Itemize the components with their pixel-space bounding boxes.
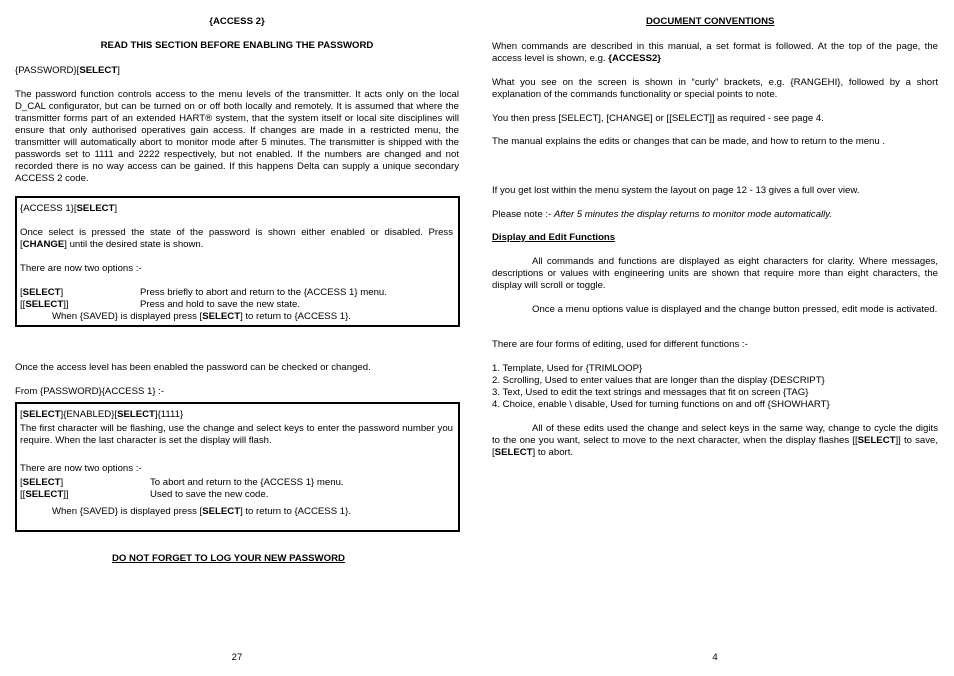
- path-key: SELECT: [79, 65, 118, 76]
- conventions-p2: What you see on the screen is shown in “curly” brackets, e.g. {RANGEHI}, followed by a short explanation of the commands functionality or special points to note.: [492, 77, 938, 100]
- right-page: [492, 0, 938, 676]
- edit-forms-list: [492, 363, 830, 411]
- enabled-note: Once the access level has been enabled the password can be checked or changed.: [15, 362, 371, 373]
- warning-heading: READ THIS SECTION BEFORE ENABLING THE PASSWORD: [100, 40, 374, 51]
- p10-b: ]] to save, [: [492, 435, 939, 458]
- p10-k1: SELECT: [857, 435, 896, 446]
- access1-box: [15, 196, 460, 327]
- box2-text: The first character will be flashing, use the change and select keys to enter the password number you require. When the last character is set the display will flash.: [20, 423, 453, 446]
- box1-text-b: ] until the desired state is shown.: [64, 239, 204, 250]
- opt-post: ]]: [63, 489, 69, 500]
- edit-form-item: 2. Scrolling, Used to enter values that are longer than the display {DESCRIPT}: [492, 375, 825, 386]
- box1-text-a: Once select is pressed the state of the password is shown either enabled or disabled. Press [: [20, 227, 453, 250]
- conventions-title: DOCUMENT CONVENTIONS: [646, 16, 775, 27]
- box1-header-key: SELECT: [76, 203, 115, 214]
- conventions-p9: There are four forms of editing, used for different functions :-: [492, 339, 748, 350]
- saved-b: ] to return to {ACCESS 1}.: [240, 311, 351, 322]
- opt-pre: [: [20, 287, 23, 298]
- p6-italic: After 5 minutes the display returns to monitor mode automatically.: [553, 209, 833, 220]
- conventions-p4: The manual explains the edits or changes that can be made, and how to return to the menu .: [492, 136, 886, 147]
- saved-a: When {SAVED} is displayed press [: [52, 506, 203, 517]
- box1-option-select: [20, 287, 387, 299]
- box2-options-intro: There are now two options :-: [20, 463, 142, 474]
- hdr-k2: SELECT: [117, 409, 155, 420]
- from-line: From {PASSWORD}{ACCESS 1} :-: [15, 386, 165, 397]
- box1-header: [20, 203, 117, 215]
- box1-option-hold: [20, 299, 300, 311]
- box2-option-select: [20, 477, 344, 489]
- hdr-p1: [: [20, 409, 23, 420]
- opt-pre: [[: [20, 299, 26, 310]
- access-title: {ACCESS 2}: [209, 16, 265, 27]
- edit-form-item: 1. Template, Used for {TRIMLOOP}: [492, 363, 643, 374]
- opt-pre: [: [20, 477, 23, 488]
- hdr-p2: ]{ENABLED}[: [60, 409, 118, 420]
- p10-c: ] to abort.: [532, 447, 574, 458]
- conventions-p8: Once a menu options value is displayed and the change button pressed, edit mode is activated.: [532, 304, 938, 315]
- saved-b: ] to return to {ACCESS 1}.: [240, 506, 351, 517]
- opt-pre: [[: [20, 489, 26, 500]
- box2-header: [20, 409, 183, 421]
- box1-header-suffix: ]: [114, 203, 118, 214]
- display-edit-subtitle: Display and Edit Functions: [492, 232, 616, 243]
- box1-text: [20, 227, 453, 251]
- edit-form-item: 3. Text, Used to edit the text strings and messages that fit on screen {TAG}: [492, 387, 809, 398]
- saved-key: SELECT: [202, 506, 241, 517]
- box1-option-hold-desc: Press and hold to save the new state.: [140, 299, 300, 310]
- page-number-right: 4: [712, 652, 718, 663]
- opt-post: ]]: [63, 299, 69, 310]
- conventions-p7: All commands and functions are displayed as eight characters for clarity. Where messages, descriptions or values with engineering units are shown that require more than eight characters, the display will scroll or toggle.: [492, 256, 938, 291]
- left-page: [15, 0, 459, 676]
- p6-prefix: Please note :-: [492, 209, 554, 220]
- p10-a: All of these edits used the change and select keys in the same way, change to cycle the digits to the one you want, select to move to the next character, when the display flashes [[: [492, 423, 938, 446]
- p1-text: When commands are described in this manual, a set format is followed. At the top of the page, the access level is shown, e.g.: [492, 41, 938, 64]
- password-description: The password function controls access to the menu levels of the transmitter. It acts only on the local D_CAL configurator, but can be turned on or off both locally and remotely. It is assumed that where the transmitter forms part of an extended HART® system, that the system itself or local site disciplines will ensure that only authorised operatives gain access. If changes are made in a restricted menu, the transmitter will automatically abort to monitor mode after 5 minutes. The transmitter is shipped with the passwords set to 1111 and 2222 respectively, but not enabled. If the numbers are changed and not recorded there is no way access can be gained. If this happens Delta can supply a unique secondary ACCESS 2 code.: [15, 89, 459, 184]
- p10-k2: SELECT: [494, 447, 533, 458]
- box2-option-hold: [20, 489, 268, 501]
- hdr-k1: SELECT: [22, 409, 61, 420]
- box1-saved-note: [52, 311, 351, 323]
- box2-saved-note: [52, 506, 351, 518]
- box1-option-hold-key: [20, 299, 140, 311]
- page-number-left: 27: [231, 652, 243, 663]
- box1-options-intro: There are now two options :-: [20, 263, 142, 274]
- p1-bold: {ACCESS2}: [608, 53, 662, 64]
- box2-option-select-key: [20, 477, 150, 489]
- conventions-p10: [492, 423, 938, 459]
- opt-key: SELECT: [25, 489, 64, 500]
- opt-post: ]: [60, 287, 64, 298]
- edit-form-item: 4. Choice, enable \ disable, Used for turning functions on and off {SHOWHART}: [492, 399, 830, 410]
- saved-a: When {SAVED} is displayed press [: [52, 311, 203, 322]
- path-prefix: {PASSWORD}[: [15, 65, 80, 76]
- box2-option-hold-key: [20, 489, 150, 501]
- password-reminder: DO NOT FORGET TO LOG YOUR NEW PASSWORD: [112, 553, 345, 564]
- conventions-p1: [492, 41, 938, 65]
- opt-key: SELECT: [25, 299, 64, 310]
- opt-key: SELECT: [22, 287, 61, 298]
- conventions-p3: You then press [SELECT], [CHANGE] or [[SELECT]] as required - see page 4.: [492, 113, 824, 124]
- box1-option-select-key: [20, 287, 140, 299]
- change-code-box: [15, 402, 460, 532]
- opt-key: SELECT: [22, 477, 61, 488]
- hdr-p3: ]{1111}: [154, 409, 184, 420]
- password-path: [15, 65, 120, 77]
- box1-option-select-desc: Press briefly to abort and return to the {ACCESS 1} menu.: [140, 287, 387, 298]
- box2-option-select-desc: To abort and return to the {ACCESS 1} menu.: [150, 477, 344, 488]
- box2-option-hold-desc: Used to save the new code.: [150, 489, 269, 500]
- box1-header-prefix: {ACCESS 1}[: [20, 203, 77, 214]
- conventions-p5: If you get lost within the menu system the layout on page 12 - 13 gives a full over view.: [492, 185, 860, 196]
- conventions-p6: [492, 209, 832, 221]
- opt-post: ]: [60, 477, 64, 488]
- saved-key: SELECT: [202, 311, 241, 322]
- path-suffix: ]: [117, 65, 120, 76]
- box1-text-key: CHANGE: [22, 239, 65, 250]
